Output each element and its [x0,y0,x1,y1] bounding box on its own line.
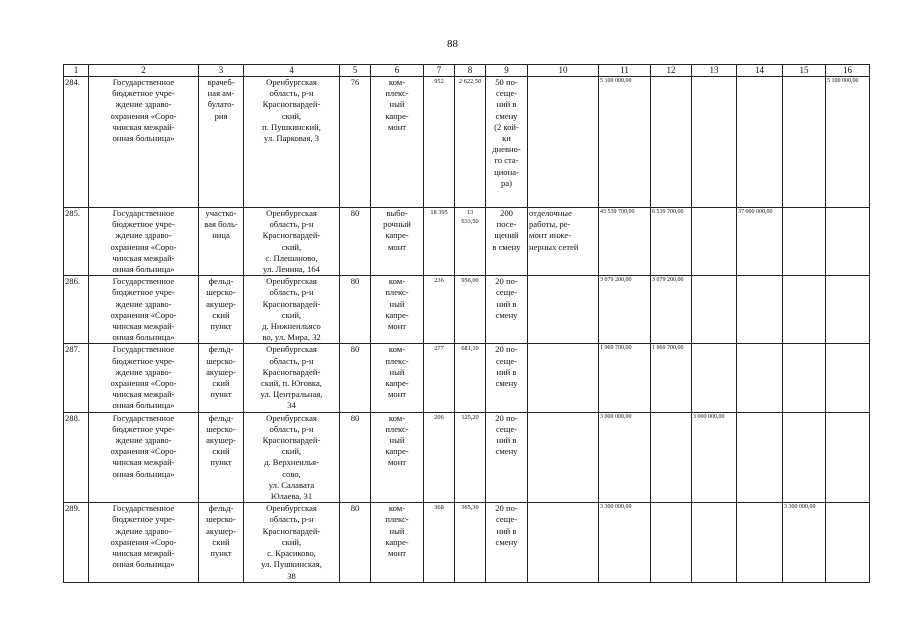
year5-cost-cell-text: 5 100 000,00 [827,78,859,84]
capacity-cell-text: 20 по- сеще- ний в смену [495,276,518,320]
col8-cell [455,344,486,412]
works-description-cell [528,276,599,344]
column-header: 16 [826,65,870,77]
address-cell [244,344,340,412]
col8-cell [455,503,486,583]
data-table [63,64,870,583]
year2-cost-cell [692,276,737,344]
year3-cost-cell [737,412,783,503]
works-description-cell [528,208,599,276]
table-row [64,344,870,412]
total-cost-cell [599,344,651,412]
total-cost-cell [599,77,651,208]
work-type-cell-text: ком- плекс- ный капре- монт [385,344,409,400]
capacity-cell-text: 20 по- сеще- ний в смену [495,344,518,389]
year4-cost-cell-text: 3 300 000,00 [784,504,816,511]
organization-cell-text: Государственное бюджетное учре- ждение здраво- охранения «Соро- чинская межрай- онная больница» [110,276,177,343]
capacity-cell-text: 20 по- сеще- ний в смену [495,412,518,457]
capacity-cell-text: 200 посе- щений в смену [492,208,521,252]
col7-cell-text: 236 [434,277,444,285]
column-header: 7 [424,65,455,77]
table-row [64,503,870,583]
works-description-cell-text: отделочные работы, ре- монт инже- нерных сетей [529,208,579,252]
facility-type-cell-text: фельд- шерско- акушер- ский пункт [206,412,236,468]
column-header: 3 [199,65,244,77]
organization-cell [89,208,199,276]
year-cell [340,276,371,344]
col8-cell [455,77,486,208]
table-row [64,208,870,276]
row-number [64,503,89,583]
year5-cost-cell [826,344,870,412]
facility-type-cell [199,503,244,583]
col7-cell-text: 18 395 [430,209,448,216]
column-header: 1 [64,65,89,77]
col7-cell [424,412,455,503]
year3-cost-cell [737,276,783,344]
year-cell-text: 76 [350,77,360,87]
organization-cell-text: Государственное бюджетное учре- ждение здраво- охранения «Соро- чинская межрай- онная больница» [110,503,177,570]
work-type-cell-text: выбо- рочный капре- монт [383,208,411,252]
work-type-cell [371,276,424,344]
address-cell-text: Оренбургская область, р-н Красногвардей- ский, п. Пушкинский, ул. Парковая, 3 [262,77,321,144]
row-number-text: 285. [65,208,81,218]
year1-cost-cell [651,208,692,276]
year4-cost-cell [783,208,826,276]
works-description-cell [528,344,599,412]
facility-type-cell [199,208,244,276]
table-row [64,276,870,344]
facility-type-cell-text: участко- вая боль- ница [204,208,238,241]
works-description-cell [528,77,599,208]
address-cell [244,77,340,208]
total-cost-cell-text: 5 100 000,00 [600,78,632,84]
total-cost-cell [599,412,651,503]
year2-cost-cell [692,503,737,583]
facility-type-cell-text: фельд- шерско- акушер- ский пункт [206,276,236,332]
row-number [64,344,89,412]
capacity-cell-text: 50 по- сеще- ний в смену (2 кой- ки дневно- го ста- циона- ра) [492,77,521,188]
year4-cost-cell [783,412,826,503]
total-cost-cell-text: 1 969 700,00 [600,345,632,352]
work-type-cell-text: ком- плекс- ный капре- монт [385,276,409,332]
facility-type-cell [199,344,244,412]
row-number-text: 288. [65,412,81,423]
year-cell-text: 80 [350,503,360,514]
column-header: 12 [651,65,692,77]
work-type-cell-text: ком- плекс- ный капре- монт [385,77,409,132]
column-header: 11 [599,65,651,77]
year-cell [340,503,371,583]
year1-cost-cell-text: 6 539 700,00 [652,209,684,215]
address-cell [244,276,340,344]
col8-cell-text: 956,00 [461,277,479,285]
total-cost-cell-text: 43 539 700,00 [600,209,635,215]
year3-cost-cell [737,344,783,412]
year5-cost-cell [826,276,870,344]
year-cell [340,77,371,208]
row-number-text: 284. [65,77,81,87]
organization-cell-text: Государственное бюджетное учре- ждение здраво- охранения «Соро- чинская межрай- онная больница» [110,344,177,411]
row-number [64,276,89,344]
col7-cell-text: 952 [434,78,444,85]
col8-cell-text: 125,20 [461,413,479,421]
column-header: 15 [783,65,826,77]
year4-cost-cell [783,77,826,208]
total-cost-cell-text: 3 079 200,00 [600,277,632,284]
year1-cost-cell [651,412,692,503]
col8-cell-text: 13 633,50 [461,209,479,225]
col8-cell [455,412,486,503]
year5-cost-cell [826,503,870,583]
address-cell-text: Оренбургская область, р-н Красногвардей- ский, д. Верхнеилья- сово, ул. Салавата Юлаева, 31 [262,412,321,502]
year2-cost-cell [692,77,737,208]
year-cell [340,344,371,412]
col7-cell [424,77,455,208]
year4-cost-cell [783,276,826,344]
year1-cost-cell [651,503,692,583]
year2-cost-cell [692,208,737,276]
total-cost-cell-text: 3 000 000,00 [600,413,632,420]
facility-type-cell-text: фельд- шерско- акушер- ский пункт [206,344,236,400]
column-header: 4 [244,65,340,77]
address-cell [244,412,340,503]
total-cost-cell-text: 3 300 000,00 [600,504,632,511]
year2-cost-cell [692,412,737,503]
row-number [64,208,89,276]
year4-cost-cell [783,344,826,412]
row-number-text: 286. [65,276,81,287]
works-description-cell [528,503,599,583]
total-cost-cell [599,208,651,276]
year-cell-text: 80 [350,344,360,355]
header-row [64,65,870,77]
year5-cost-cell [826,412,870,503]
organization-cell [89,503,199,583]
col7-cell-text: 368 [434,504,444,512]
total-cost-cell [599,276,651,344]
address-cell [244,208,340,276]
row-number [64,77,89,208]
address-cell-text: Оренбургская область, р-н Красногвардей- ский, п. Юговка, ул. Центральная, 34 [260,344,323,411]
organization-cell-text: Государственное бюджетное учре- ждение здраво- охранения «Соро- чинская межрай- онная больница» [110,412,177,479]
col7-cell [424,344,455,412]
row-number-text: 287. [65,344,81,355]
table-row [64,412,870,503]
year2-cost-cell [692,344,737,412]
year-cell-text: 80 [350,276,360,287]
capacity-cell [486,344,528,412]
col7-cell [424,276,455,344]
col8-cell [455,208,486,276]
capacity-cell [486,77,528,208]
address-cell-text: Оренбургская область, р-н Красногвардей- ский, д. Нижнеильясо во, ул. Мира, 32 [262,276,321,343]
column-header: 10 [528,65,599,77]
facility-type-cell [199,77,244,208]
year1-cost-cell [651,276,692,344]
column-header: 13 [692,65,737,77]
col8-cell-text: 681,10 [461,345,479,353]
year3-cost-cell-text: 37 000 000,00 [738,209,773,215]
page-number: 88 [447,38,458,50]
col8-cell-text: 365,30 [461,504,479,512]
year-cell [340,208,371,276]
year3-cost-cell [737,503,783,583]
work-type-cell [371,77,424,208]
col8-cell [455,276,486,344]
year3-cost-cell [737,208,783,276]
table-row [64,77,870,208]
organization-cell [89,344,199,412]
organization-cell [89,77,199,208]
year2-cost-cell-text: 3 000 000,00 [693,413,725,420]
work-type-cell [371,344,424,412]
col8-cell-text: 2 622,50 [458,78,482,85]
facility-type-cell-text: фельд- шерско- акушер- ский пункт [206,503,236,559]
row-number-text: 289. [65,503,81,514]
column-header: 14 [737,65,783,77]
year4-cost-cell [783,503,826,583]
year1-cost-cell-text: 3 079 200,00 [652,277,684,284]
capacity-cell [486,276,528,344]
address-cell-text: Оренбургская область, р-н Красногвардей- ский, с. Красиково, ул. Пушкинская, 38 [261,503,322,581]
year3-cost-cell [737,77,783,208]
capacity-cell [486,412,528,503]
col7-cell [424,503,455,583]
col7-cell-text: 206 [434,413,444,421]
organization-cell [89,412,199,503]
year1-cost-cell-text: 1 969 700,00 [652,345,684,352]
address-cell [244,503,340,583]
year-cell-text: 80 [350,208,360,218]
col7-cell [424,208,455,276]
work-type-cell-text: ком- плекс- ный капре- монт [385,503,409,559]
year1-cost-cell [651,77,692,208]
year5-cost-cell [826,77,870,208]
row-number [64,412,89,503]
facility-type-cell [199,276,244,344]
col7-cell-text: 277 [434,345,444,353]
year5-cost-cell [826,208,870,276]
capacity-cell [486,503,528,583]
work-type-cell [371,412,424,503]
column-header: 8 [455,65,486,77]
column-header: 6 [371,65,424,77]
address-cell-text: Оренбургская область, р-н Красногвардей- ский, с. Плешаново, ул. Ленина, 164 [262,208,321,275]
year-cell [340,412,371,503]
works-description-cell [528,412,599,503]
facility-type-cell [199,412,244,503]
work-type-cell [371,208,424,276]
facility-type-cell-text: врачеб- ная ам- булато- рия [207,77,235,121]
capacity-cell-text: 20 по- сеще- ний в смену [495,503,518,547]
year1-cost-cell [651,344,692,412]
year-cell-text: 80 [350,412,360,423]
total-cost-cell [599,503,651,583]
organization-cell-text: Государственное бюджетное учре- ждение здраво- охранения «Соро- чинская межрай- онная больница» [110,77,177,144]
work-type-cell-text: ком- плекс- ный капре- монт [385,412,409,468]
work-type-cell [371,503,424,583]
column-header: 9 [486,65,528,77]
organization-cell [89,276,199,344]
column-header: 2 [89,65,199,77]
organization-cell-text: Государственное бюджетное учре- ждение здраво- охранения «Соро- чинская межрай- онная больница» [110,208,177,275]
column-header: 5 [340,65,371,77]
capacity-cell [486,208,528,276]
